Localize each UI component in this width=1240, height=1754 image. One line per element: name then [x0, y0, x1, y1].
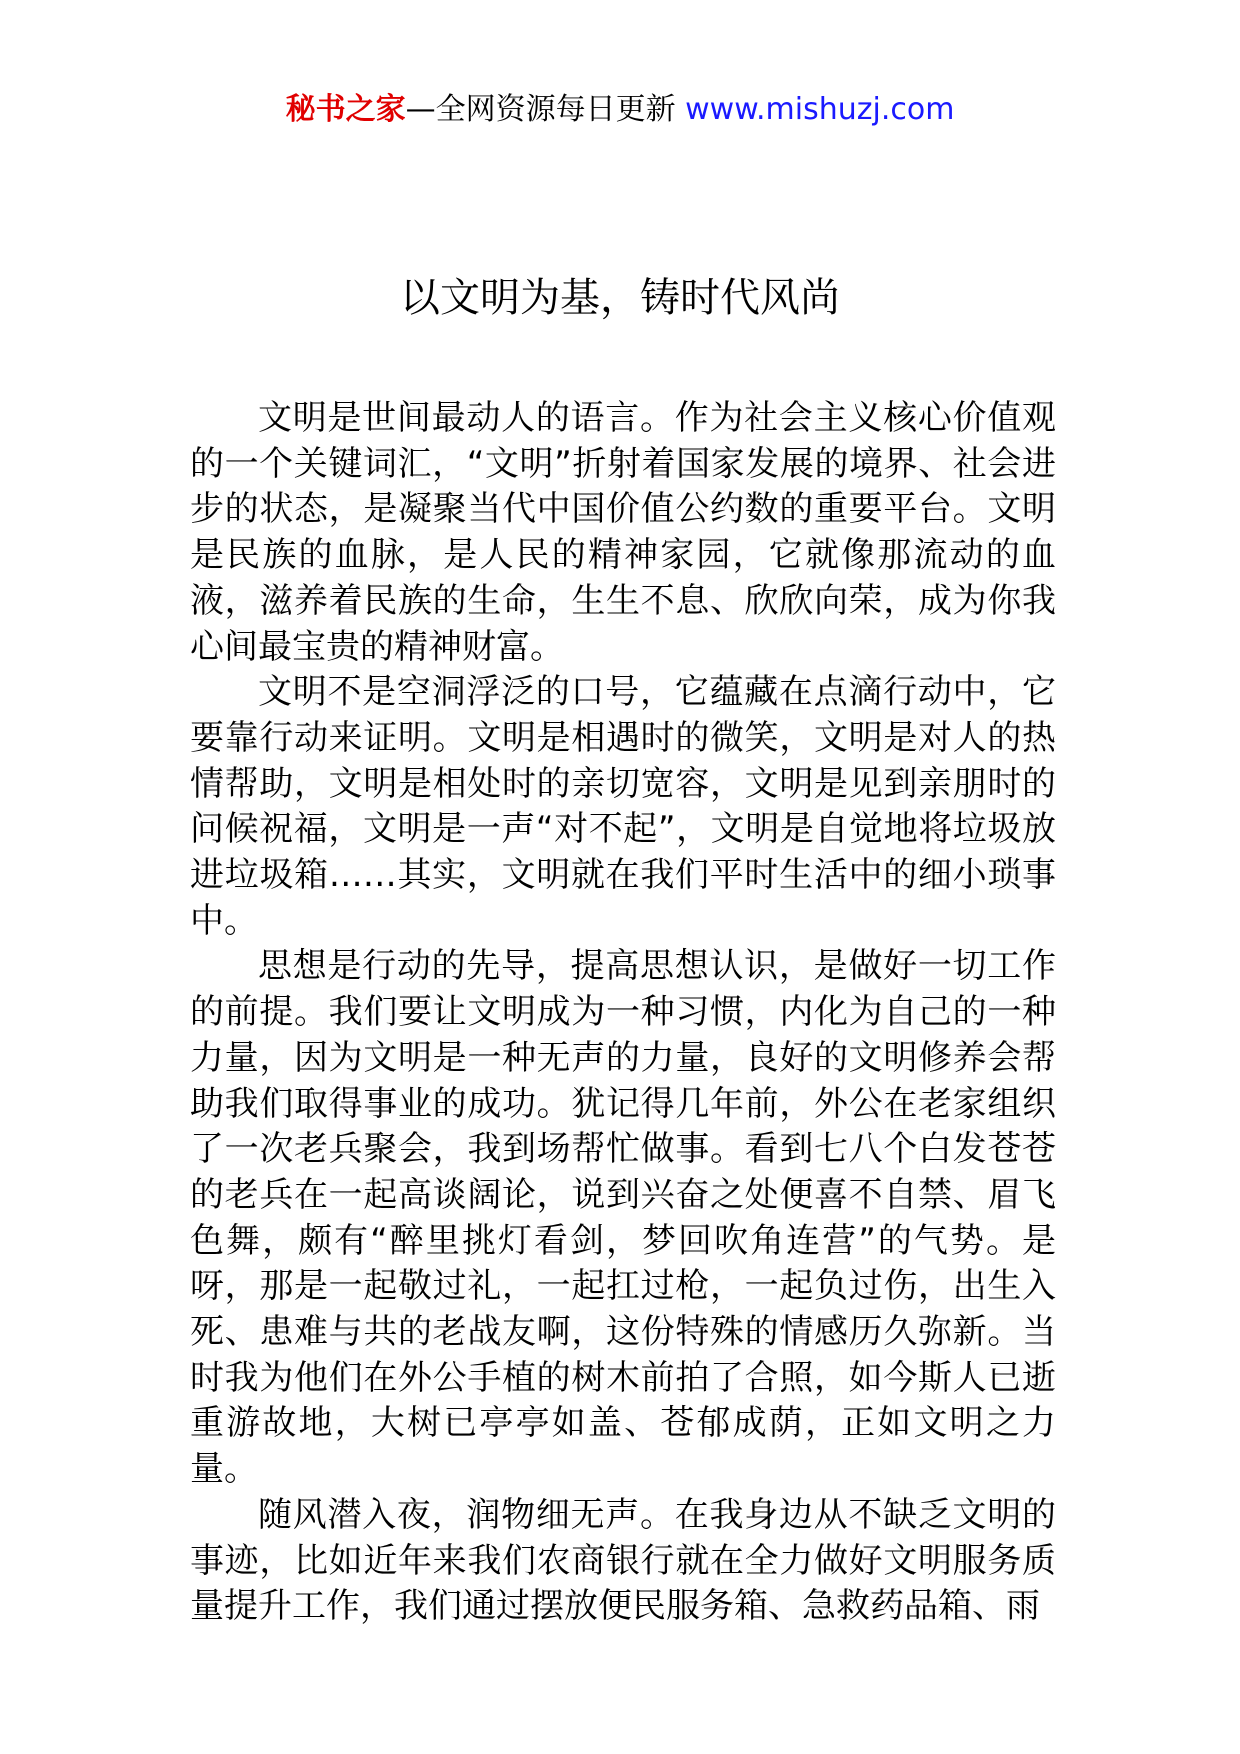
header-tagline: —全网资源每日更新 [405, 92, 686, 127]
paragraph-1: 文明是世间最动人的语言。作为社会主义核心价值观的一个关键词汇，“文明”折射着国家发展的境界、社会进步的状态，是凝聚当代中国价值公约数的重要平台。文明是民族的血脉，是人民的精神家园，它就像那流动的血液，滋养着民族的生命，生生不息、欣欣向荣，成为你我心间最宝贵的精神财富。 [190, 398, 1056, 667]
brand-name: 秘书之家 [285, 92, 406, 127]
site-url: www.mishuzj.com [685, 92, 955, 127]
paragraph-4: 随风潜入夜，润物细无声。在我身边从不缺乏文明的事迹，比如近年来我们农商银行就在全力做好文明服务质量提升工作，我们通过摆放便民服务箱、急救药品箱、雨 [190, 1494, 1056, 1627]
document-body [190, 396, 1056, 1630]
site-header [0, 88, 1240, 132]
paragraph-3: 思想是行动的先导，提高思想认识，是做好一切工作的前提。我们要让文明成为一种习惯，内化为自己的一种力量，因为文明是一种无声的力量，良好的文明修养会帮助我们取得事业的成功。犹记得几年前，外公在老家组织了一次老兵聚会，我到场帮忙做事。看到七八个白发苍苍的老兵在一起高谈阔论，说到兴奋之处便喜不自禁、眉飞色舞，颇有“醉里挑灯看剑，梦回吹角连营”的气势。是呀，那是一起敬过礼，一起扛过枪，一起负过伤，出生入死、患难与共的老战友啊，这份特殊的情感历久弥新。当时我为他们在外公手植的树木前拍了合照，如今斯人已逝重游故地，大树已亭亭如盖、苍郁成荫，正如文明之力量。 [190, 946, 1056, 1490]
document-title: 以文明为基，铸时代风尚 [400, 275, 840, 321]
paragraph-2: 文明不是空洞浮泛的口号，它蕴藏在点滴行动中，它要靠行动来证明。文明是相遇时的微笑，文明是对人的热情帮助，文明是相处时的亲切宽容，文明是见到亲朋时的问候祝福，文明是一声“对不起”，文明是自觉地将垃圾放进垃圾箱……其实，文明就在我们平时生活中的细小琐事中。 [190, 672, 1056, 941]
